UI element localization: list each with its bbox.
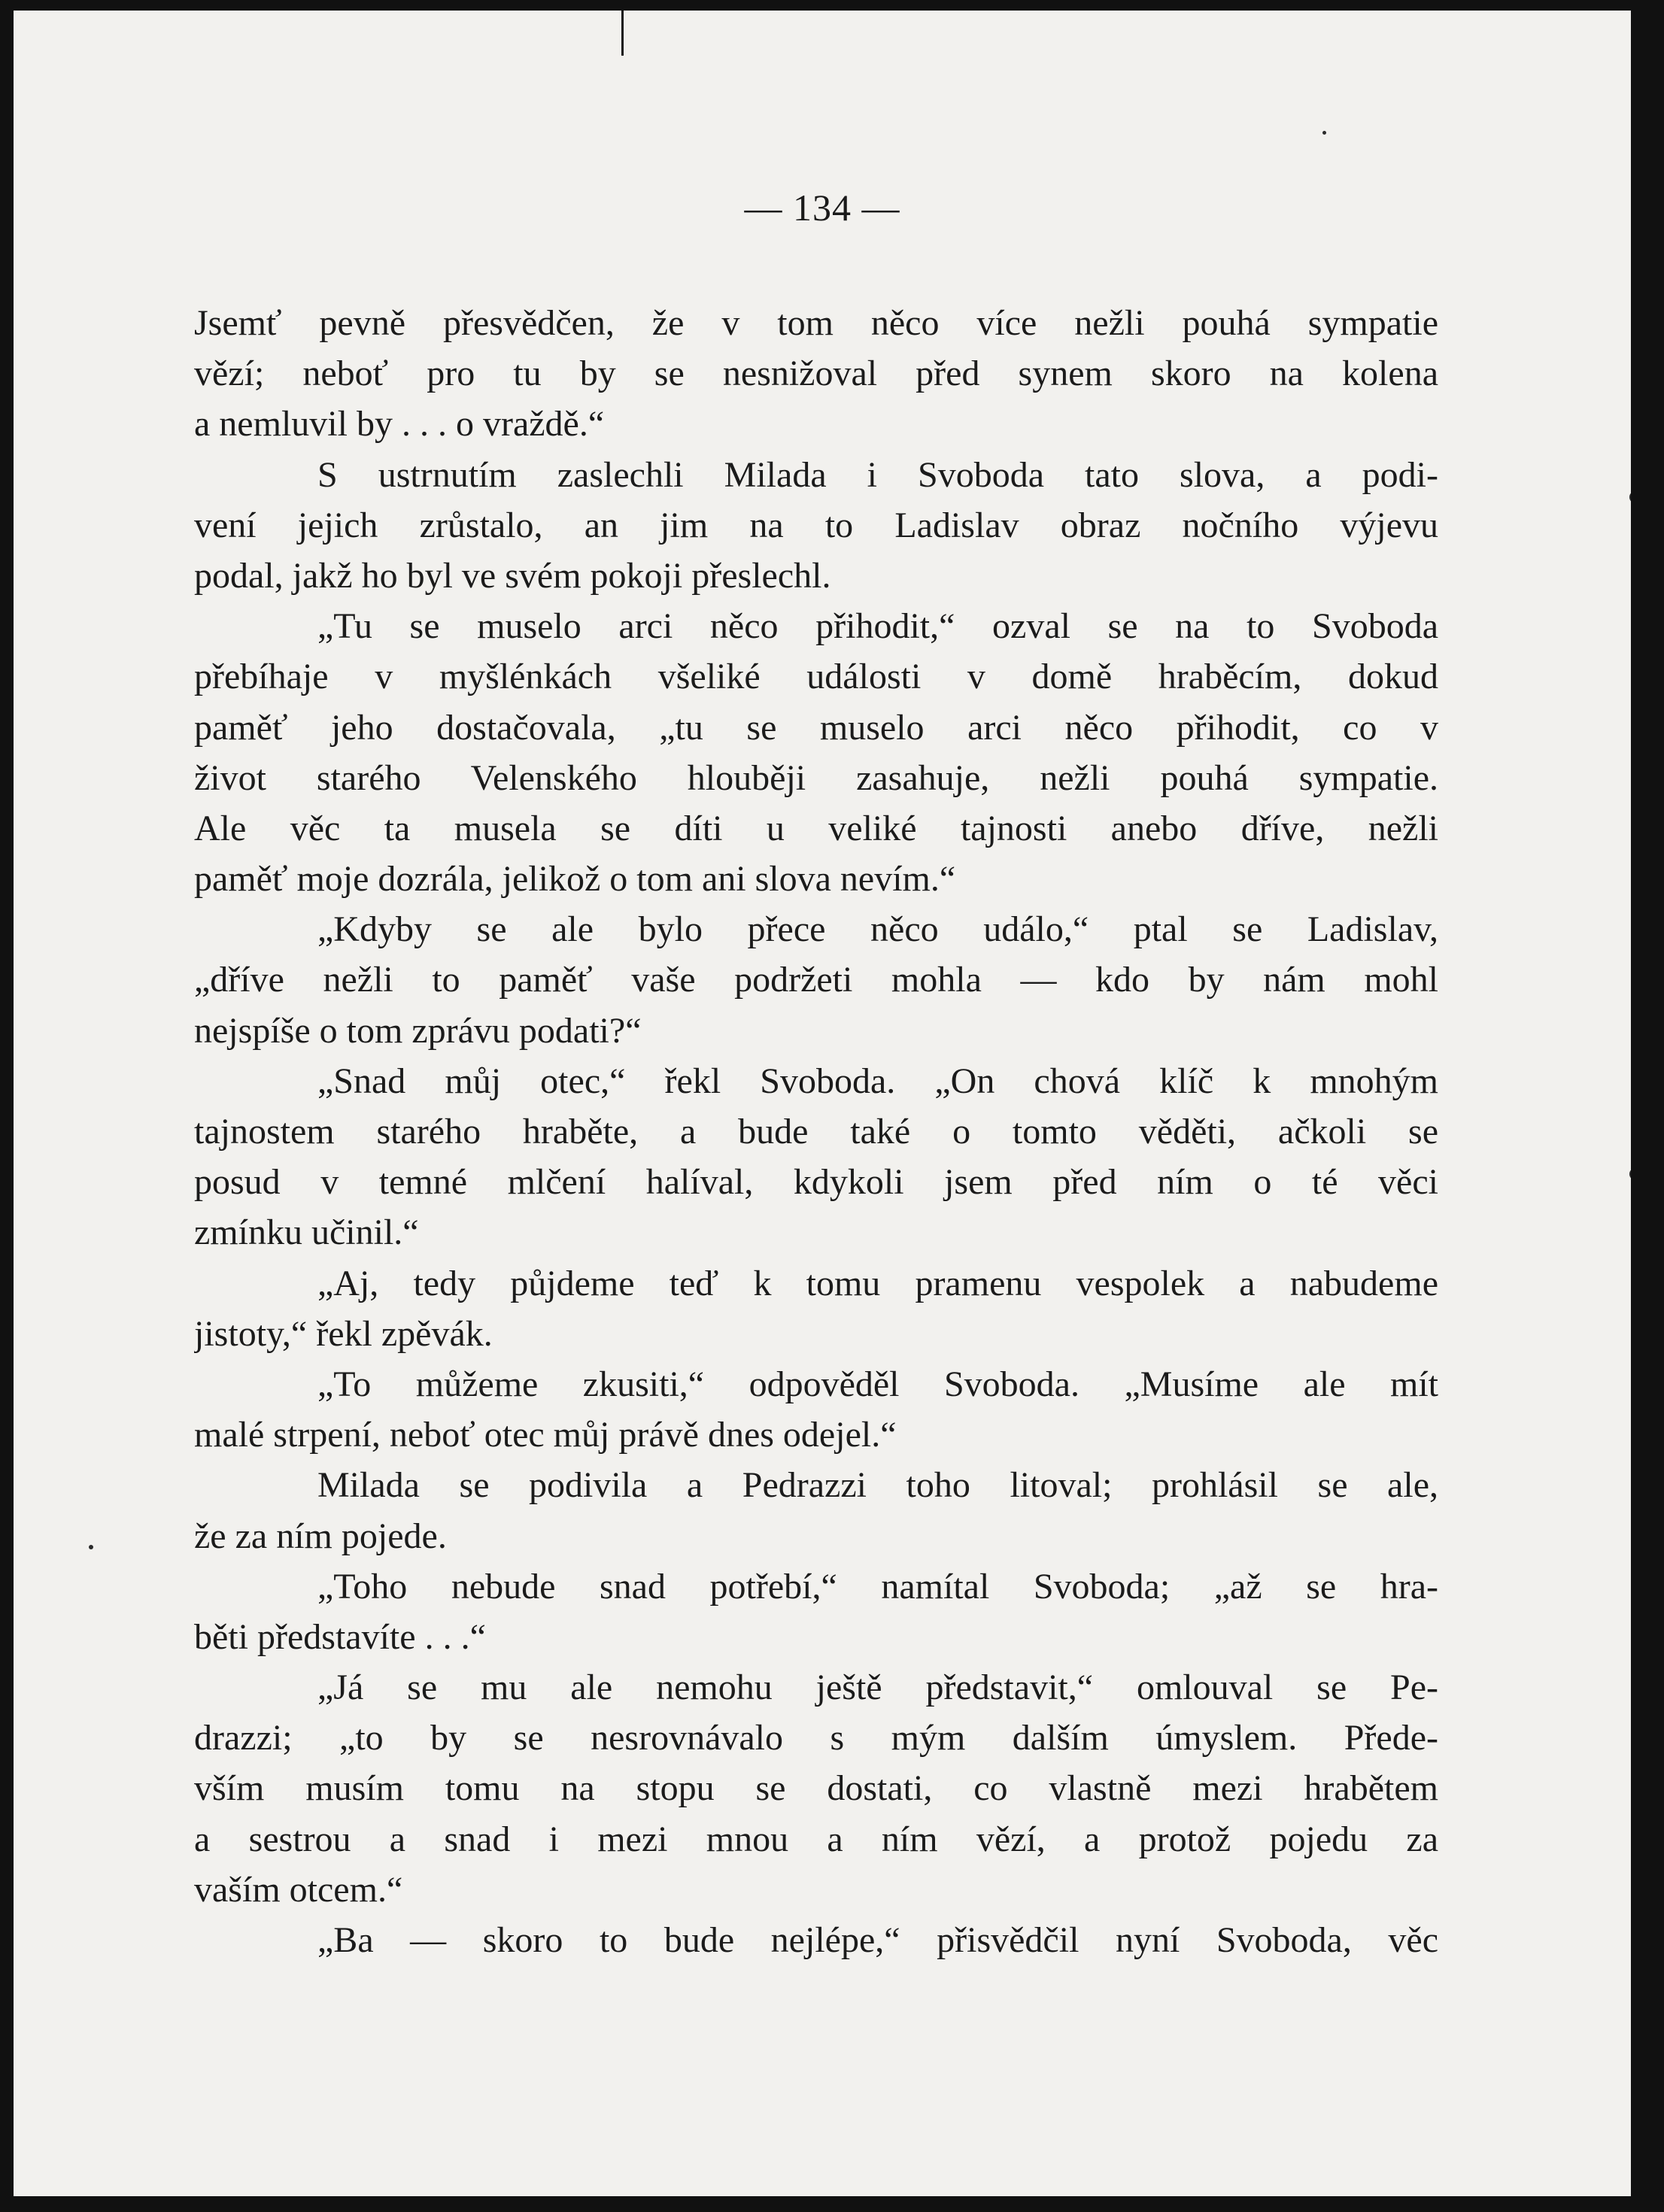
text-line: vězí; neboť pro tu by se nesnižoval před synem skoro na kolena (194, 353, 1438, 394)
text-line: vším musím tomu na stopu se dostati, co vlastně mezi hrabětem (194, 1768, 1438, 1809)
text-line: vaším otcem.“ (194, 1869, 403, 1910)
text-line: „Kdyby se ale bylo přece něco událo,“ ptal se Ladislav, (317, 909, 1438, 950)
text-line: přebíhaje v myšlénkách všeliké události v domě hraběcím, dokud (194, 657, 1438, 697)
text-line: drazzi; „to by se nesrovnávalo s mým dalším úmyslem. Přede- (194, 1718, 1438, 1758)
text-line: malé strpení, neboť otec můj právě dnes odejel.“ (194, 1415, 897, 1455)
text-line: nejspíše o tom zprávu podati?“ (194, 1010, 642, 1051)
text-line: Milada se podivila a Pedrazzi toho litoval; prohlásil se ale, (317, 1465, 1438, 1506)
scan-speck (1629, 492, 1631, 502)
text-line: že za ním pojede. (194, 1516, 447, 1556)
text-line: zmínku učinil.“ (194, 1212, 419, 1253)
page-number: — 134 — (744, 187, 900, 229)
text-line: paměť jeho dostačovala, „tu se muselo arci něco přihodit, co v (194, 707, 1438, 748)
text-line: paměť moje dozrála, jelikož o tom ani slova nevím.“ (194, 859, 956, 900)
text-line: „Tu se muselo arci něco přihodit,“ ozval se na to Svoboda (317, 606, 1438, 647)
text-line: „Toho nebude snad potřebí,“ namítal Svoboda; „až se hra- (317, 1566, 1438, 1607)
scan-edge-mark (621, 11, 624, 56)
text-line: „dříve nežli to paměť vaše podržeti mohla — kdo by nám mohl (194, 960, 1438, 1000)
text-line: a sestrou a snad i mezi mnou a ním vězí, a protož pojedu za (194, 1819, 1438, 1859)
text-line: vení jejich zrůstalo, an jim na to Ladislav obraz nočního výjevu (194, 505, 1438, 545)
scan-speck (1322, 131, 1326, 135)
book-page (14, 11, 1631, 2196)
scan-speck (1629, 1169, 1631, 1179)
text-line: „Aj, tedy půjdeme teď k tomu pramenu vespolek a nabudeme (317, 1263, 1438, 1303)
text-line: „To můžeme zkusiti,“ odpověděl Svoboda. „Musíme ale mít (317, 1364, 1438, 1404)
body-text (194, 298, 1438, 1965)
text-line: jistoty,“ řekl zpěvák. (194, 1313, 493, 1354)
text-line: a nemluvil by . . . o vraždě.“ (194, 404, 605, 445)
text-line: „Já se mu ale nemohu ještě představit,“ omlouval se Pe- (317, 1667, 1438, 1708)
text-line: posud v temné mlčení halíval, kdykoli jsem před ním o té věci (194, 1162, 1438, 1203)
text-line: „Ba — skoro to bude nejlépe,“ přisvědčil nyní Svoboda, věc (317, 1920, 1438, 1960)
scan-speck (89, 1545, 93, 1549)
text-line: tajnostem starého hraběte, a bude také o tomto věděti, ačkoli se (194, 1112, 1438, 1152)
text-line: život starého Velenského hlouběji zasahuje, nežli pouhá sympatie. (194, 757, 1438, 798)
text-line: S ustrnutím zaslechli Milada i Svoboda tato slova, a podi- (317, 454, 1438, 495)
text-line: běti představíte . . .“ (194, 1616, 486, 1657)
text-line: podal, jakž ho byl ve svém pokoji přeslechl. (194, 555, 831, 596)
text-line: Ale věc ta musela se díti u veliké tajnosti anebo dříve, nežli (194, 808, 1438, 848)
text-line: „Snad můj otec,“ řekl Svoboda. „On chová klíč k mnohým (317, 1060, 1438, 1101)
text-line: Jsemť pevně přesvědčen, že v tom něco více nežli pouhá sympatie (194, 303, 1438, 343)
